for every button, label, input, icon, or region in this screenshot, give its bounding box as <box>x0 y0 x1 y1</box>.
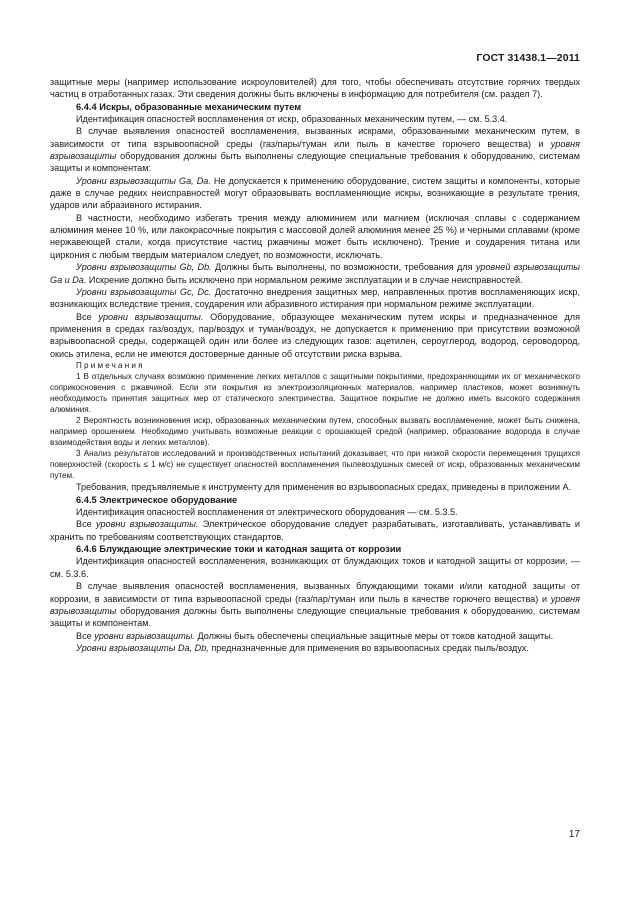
section-heading: 6.4.6 Блуждающие электрические токи и катодная защита от коррозии <box>76 544 402 555</box>
text-run: Искрение должно быть исключено при нормальном режиме эксплуатации и в случае неисправностей. <box>86 274 523 285</box>
paragraph: Идентификация опасностей воспламенения, возникающих от блуждающих токов и катодной защиты от коррозии, — см. 5.3.6. <box>50 556 580 579</box>
text-run: Электрическое оборудование следует разрабатывать, изготавливать, устанавливать и хранить по требованиям соответствующих стандартов. <box>50 519 580 542</box>
italic-term: Уровни взрывозащиты Da, Db, <box>76 642 209 653</box>
paragraph <box>50 175 580 212</box>
text-run: Все <box>76 311 99 322</box>
italic-term: уровни взрывозащиты. <box>98 311 204 322</box>
paragraph: Идентификация опасностей воспламенения от искр, образованных механическим путем, — см. 5.3.4. <box>76 114 508 125</box>
page-number: 17 <box>568 829 580 840</box>
text-run: В случае выявления опасностей воспламенения, вызванных искрами, образованными механическим путем, в зависимости от типа взрывоопасной среды (газ/пары/туман или пыль в качестве горючего вещества) и <box>50 126 580 149</box>
page-header <box>476 52 580 64</box>
section-heading: 6.4.4 Искры, образованные механическим путем <box>76 101 302 112</box>
paragraph: защитные меры (например использование искроуловителей) для того, чтобы обеспечивать отсутствие горячих твердых частиц в отработанных газах. Эти сведения должны быть включены в информацию для потребителя (см. раздел 7). <box>50 77 580 100</box>
text-run: Должны быть выполнены, по возможности, требования для <box>211 262 476 273</box>
italic-term: Уровни взрывозащиты Ga, Da. <box>76 175 211 186</box>
document-body <box>50 76 580 654</box>
document-id: ГОСТ 31438.1—2011 <box>476 52 580 64</box>
paragraph: Требования, предъявляемые к инструменту для применения во взрывоопасных средах, приведены в приложении А. <box>76 482 572 493</box>
italic-term: уровней взрывозащиты Ga и Da. <box>50 262 580 285</box>
italic-term: уровни взрывозащиты. <box>95 519 199 530</box>
paragraph <box>50 630 580 642</box>
note-item: 2 Вероятность возникновения искр, образованных механическим путем, способных вызвать воспламенение, может быть снижена, например орошением. Необходимо учитывать возможные реакции с орошающей средой (например, образование водорода в случае взаимодействия воды и легких металлов). <box>50 416 580 448</box>
text-run: оборудования должны быть выполнены следующие специальные требования к оборудованию, системам защиты и компонентам. <box>50 605 580 629</box>
section-heading: 6.4.5 Электрическое оборудование <box>76 494 238 505</box>
paragraph <box>50 311 580 360</box>
text-run: Все <box>76 630 95 641</box>
notes-label: Примечания <box>76 360 145 370</box>
text-run: Не допускается к применению оборудование, систем защиты и компоненты, которые даже в случае редких неисправностей могут образовывать воспламеняющие искры, возникающие в результате трения, ударов или абразивного истирания. <box>50 175 580 211</box>
note-item: 1 В отдельных случаях возможно применение легких металлов с защитными покрытиями, предохраняющими их от механического соприкосновения с ржавчиной. Если эти покрытия из электроизоляционных материалов, например пластиков, может возникнуть необходимость принятия защитных мер от статического электричества. Защитное покрытие не должно иметь высокого содержания алюминия. <box>50 371 580 415</box>
text-run: Оборудование, образующее механическим путем искры и предназначенное для применения в средах газ/воздух, пар/воздух и туман/воздух, не допускается к применению при присутствии возможной взрывоопасной среды, содержащей один или более из следующих газов: ацетилен, сероуглерод, водород, сероводород, окись этилена, если не имеются достоверные данные об отсутствии риска взрыва. <box>50 311 580 359</box>
note-item: 3 Анализ результатов исследований и производственных испытаний доказывает, что при низкой скорости перемещения трущихся поверхностей (скорость ≤ 1 м/с) не существует опасностей воспламенения пылевоздушных смесей от искр, образованных механическим путем. <box>50 449 580 481</box>
italic-term: уровня взрывозащиты <box>50 593 580 616</box>
paragraph <box>50 642 580 654</box>
paragraph <box>50 261 580 286</box>
text-run: Достаточно внедрения защитных мер, направленных против воспламеняющих искр, возникающих вследствие трения, соударения или абразивного истирания при нормальном режиме эксплуатации. <box>50 286 580 310</box>
text-run: В случае выявления опасностей воспламенения, вызванных блуждающими токами и/или катодной защиты от коррозии, в зависимости от типа взрывоопасной среды (газ/пар/туман или пыль в качестве горючего вещества) и <box>50 581 580 604</box>
paragraph <box>50 125 580 174</box>
notes-block <box>50 360 580 482</box>
text-run: предназначенные для применения во взрывоопасных средах пыль/воздух. <box>208 642 529 653</box>
italic-term: Уровни взрывозащиты Gb, Db. <box>76 262 212 273</box>
paragraph <box>50 286 580 311</box>
italic-term: Уровни взрывозащиты Gc, Dc. <box>76 286 212 297</box>
paragraph <box>50 580 580 629</box>
text-run: оборудования должны быть выполнены следующие специальные требования к оборудованию, системам защиты и компонентам: <box>50 151 580 174</box>
paragraph: Идентификация опасностей воспламенения от электрического оборудования — см. 5.3.5. <box>76 507 458 518</box>
text-run: Должны быть обеспечены специальные защитные меры от токов катодной защиты. <box>195 630 554 641</box>
text-run: Все <box>76 519 96 530</box>
italic-term: уровни взрывозащиты. <box>94 630 195 641</box>
italic-term: уровня взрывозащиты <box>50 138 580 162</box>
paragraph: В частности, необходимо избегать трения между алюминием или магнием (исключая сплавы с содержанием алюминия менее 10 %, или лакокрасочные покрытия с массовой долей алюминия менее 25 %) и черными сплавами (кроме нержавеющей стали, когда присутствие частиц ржавчины может быть исключено). Трение и соударения титана или циркония с любым твердым материалом следует, по возможности, исключать. <box>50 212 580 260</box>
paragraph <box>50 518 580 543</box>
